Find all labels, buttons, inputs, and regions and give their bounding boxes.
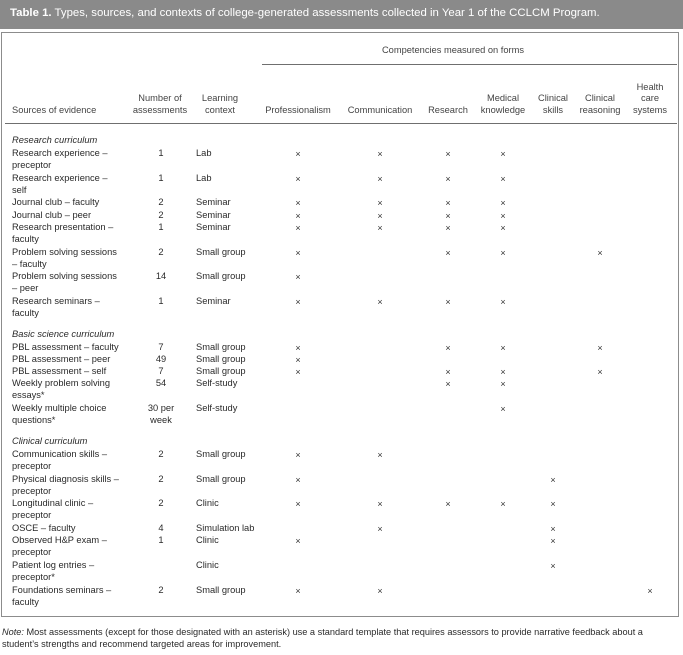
context-cell: Small group: [196, 449, 246, 459]
mark-icon: ×: [550, 561, 556, 571]
mark-icon: ×: [377, 450, 383, 460]
source-cell: Communication skills –: [12, 449, 108, 459]
mark-icon: ×: [377, 223, 383, 233]
source-cell: Observed H&P exam –: [12, 535, 107, 545]
source-cell: faculty: [12, 307, 39, 318]
number-cell: 2: [158, 197, 164, 207]
mark-icon: ×: [377, 586, 383, 596]
number-header: Number of: [138, 93, 182, 104]
context-cell: Small group: [196, 366, 246, 376]
competency-header: reasoning: [579, 105, 621, 115]
source-cell: PBL assessment – faculty: [12, 342, 119, 352]
mark-icon: ×: [500, 149, 506, 159]
mark-icon: ×: [445, 223, 451, 233]
mark-icon: ×: [295, 174, 301, 184]
note-text: Most assessments (except for those designated with an asterisk) use a standard template that requires assessors to provide narrative feedback about a student’s strengths and recommend targeted areas for improvement.: [2, 627, 643, 649]
number-cell: 1: [158, 173, 164, 183]
competency-header: Clinical: [538, 93, 568, 104]
number-cell: 30 per: [147, 403, 175, 413]
source-cell: Weekly problem solving: [12, 378, 111, 388]
competency-header: Health: [636, 81, 664, 92]
mark-icon: ×: [597, 343, 603, 353]
number-cell: 7: [158, 366, 164, 376]
context-cell: Seminar: [196, 296, 231, 306]
mark-icon: ×: [550, 499, 556, 509]
mark-icon: ×: [445, 198, 451, 208]
mark-icon: ×: [500, 223, 506, 233]
source-cell: Problem solving sessions: [12, 247, 117, 257]
mark-icon: ×: [550, 536, 556, 546]
mark-icon: ×: [500, 248, 506, 258]
mark-icon: ×: [377, 174, 383, 184]
mark-icon: ×: [445, 211, 451, 221]
mark-icon: ×: [500, 379, 506, 389]
context-header: context: [205, 105, 235, 115]
number-cell: 54: [155, 378, 167, 388]
table-note: [2, 626, 682, 650]
mark-icon: ×: [445, 248, 451, 258]
context-cell: Clinic: [196, 535, 219, 545]
competency-header: care: [640, 93, 660, 104]
mark-icon: ×: [647, 586, 653, 596]
mark-icon: ×: [377, 297, 383, 307]
group-heading: Basic science curriculum: [12, 329, 115, 339]
source-cell: PBL assessment – peer: [12, 354, 111, 364]
source-cell: Foundations seminars –: [12, 585, 112, 595]
source-cell: Journal club – peer: [12, 210, 92, 220]
mark-icon: ×: [295, 475, 301, 485]
mark-icon: ×: [377, 499, 383, 509]
table-frame: [1, 32, 679, 617]
source-cell: preceptor: [12, 159, 52, 170]
mark-icon: ×: [377, 524, 383, 534]
source-cell: Journal club – faculty: [12, 197, 100, 207]
competencies-rule: [262, 64, 677, 65]
source-cell: Research seminars –: [12, 296, 100, 306]
mark-icon: ×: [445, 149, 451, 159]
mark-icon: ×: [295, 586, 301, 596]
source-cell: Problem solving sessions: [12, 271, 117, 281]
context-cell: Clinic: [196, 498, 219, 508]
mark-icon: ×: [445, 343, 451, 353]
competency-header: Clinical: [585, 93, 615, 104]
context-cell: Seminar: [196, 197, 231, 207]
mark-icon: ×: [500, 404, 506, 414]
source-cell: preceptor: [12, 460, 52, 471]
context-cell: Small group: [196, 342, 246, 352]
mark-icon: ×: [295, 198, 301, 208]
competency-header: Medical: [486, 93, 520, 104]
mark-icon: ×: [500, 343, 506, 353]
context-cell: Lab: [196, 148, 212, 158]
mark-icon: ×: [597, 367, 603, 377]
mark-icon: ×: [550, 475, 556, 485]
mark-icon: ×: [295, 223, 301, 233]
source-cell: Weekly multiple choice: [12, 403, 107, 413]
table-label: Table 1.: [10, 7, 52, 19]
source-cell: OSCE – faculty: [12, 523, 76, 533]
header-bottom-rule: [5, 123, 677, 124]
competency-header: Research: [428, 105, 468, 115]
mark-icon: ×: [500, 367, 506, 377]
source-cell: questions*: [12, 414, 56, 425]
mark-icon: ×: [500, 198, 506, 208]
mark-icon: ×: [445, 499, 451, 509]
number-header: assessments: [132, 105, 188, 115]
number-cell: 1: [158, 535, 164, 545]
mark-icon: ×: [295, 355, 301, 365]
source-cell: self: [12, 184, 27, 195]
number-cell: 1: [158, 296, 164, 306]
number-cell: 2: [158, 247, 164, 257]
mark-icon: ×: [377, 149, 383, 159]
mark-icon: ×: [445, 297, 451, 307]
number-cell: 2: [158, 585, 164, 595]
source-cell: Longitudinal clinic –: [12, 498, 94, 508]
mark-icon: ×: [445, 379, 451, 389]
mark-icon: ×: [295, 536, 301, 546]
context-cell: Seminar: [196, 210, 231, 220]
source-cell: Physical diagnosis skills –: [12, 474, 119, 484]
source-cell: – faculty: [12, 258, 47, 269]
context-cell: Small group: [196, 271, 246, 281]
mark-icon: ×: [377, 211, 383, 221]
mark-icon: ×: [295, 211, 301, 221]
number-cell: 2: [158, 210, 164, 220]
number-cell: 7: [158, 342, 164, 352]
number-cell: 4: [158, 523, 164, 533]
mark-icon: ×: [445, 174, 451, 184]
mark-icon: ×: [500, 211, 506, 221]
mark-icon: ×: [295, 297, 301, 307]
competency-header: Professionalism: [265, 105, 331, 115]
note-label: Note:: [2, 627, 24, 637]
mark-icon: ×: [295, 450, 301, 460]
mark-icon: ×: [295, 343, 301, 353]
number-cell: 2: [158, 498, 164, 508]
source-cell: Patient log entries –: [12, 560, 95, 570]
source-cell: preceptor: [12, 485, 52, 496]
source-cell: Research experience –: [12, 148, 108, 158]
group-heading: Research curriculum: [12, 135, 98, 145]
number-cell: 1: [158, 222, 164, 232]
competency-header: skills: [542, 105, 564, 115]
mark-icon: ×: [500, 297, 506, 307]
table-title-bar: [0, 0, 683, 29]
context-cell: Seminar: [196, 222, 231, 232]
competency-header: knowledge: [480, 105, 526, 115]
mark-icon: ×: [597, 248, 603, 258]
source-cell: preceptor: [12, 509, 52, 520]
number-cell: 14: [155, 271, 167, 281]
context-cell: Small group: [196, 585, 246, 595]
sources-header: Sources of evidence: [12, 105, 97, 115]
mark-icon: ×: [377, 198, 383, 208]
mark-icon: ×: [295, 149, 301, 159]
context-cell: Clinic: [196, 560, 219, 570]
context-header: Learning: [201, 93, 239, 104]
context-cell: Self-study: [196, 378, 238, 388]
source-cell: preceptor: [12, 546, 52, 557]
source-cell: preceptor*: [12, 571, 55, 582]
competency-header: Communication: [347, 105, 413, 115]
mark-icon: ×: [500, 174, 506, 184]
context-cell: Simulation lab: [196, 523, 255, 533]
context-cell: Self-study: [196, 403, 238, 413]
source-cell: Research experience –: [12, 173, 108, 183]
source-cell: – peer: [12, 282, 39, 293]
mark-icon: ×: [445, 367, 451, 377]
number-cell: 2: [158, 474, 164, 484]
number-cell: 49: [155, 354, 167, 364]
number-cell: 1: [158, 148, 164, 158]
mark-icon: ×: [295, 248, 301, 258]
source-cell: essays*: [12, 389, 45, 400]
context-cell: Lab: [196, 173, 212, 183]
table-caption: Types, sources, and contexts of college-generated assessments collected in Year 1 of the CCLCM Program.: [54, 7, 600, 19]
mark-icon: ×: [295, 499, 301, 509]
number-cell: 2: [158, 449, 164, 459]
number-cell: week: [150, 414, 172, 425]
context-cell: Small group: [196, 474, 246, 484]
mark-icon: ×: [295, 272, 301, 282]
context-cell: Small group: [196, 247, 246, 257]
source-cell: faculty: [12, 596, 39, 607]
mark-icon: ×: [500, 499, 506, 509]
source-cell: faculty: [12, 233, 39, 244]
source-cell: Research presentation –: [12, 222, 114, 232]
competencies-header: Competencies measured on forms: [381, 45, 525, 55]
context-cell: Small group: [196, 354, 246, 364]
source-cell: PBL assessment – self: [12, 366, 107, 376]
mark-icon: ×: [295, 367, 301, 377]
group-heading: Clinical curriculum: [12, 436, 88, 446]
competency-header: systems: [632, 105, 668, 115]
mark-icon: ×: [550, 524, 556, 534]
